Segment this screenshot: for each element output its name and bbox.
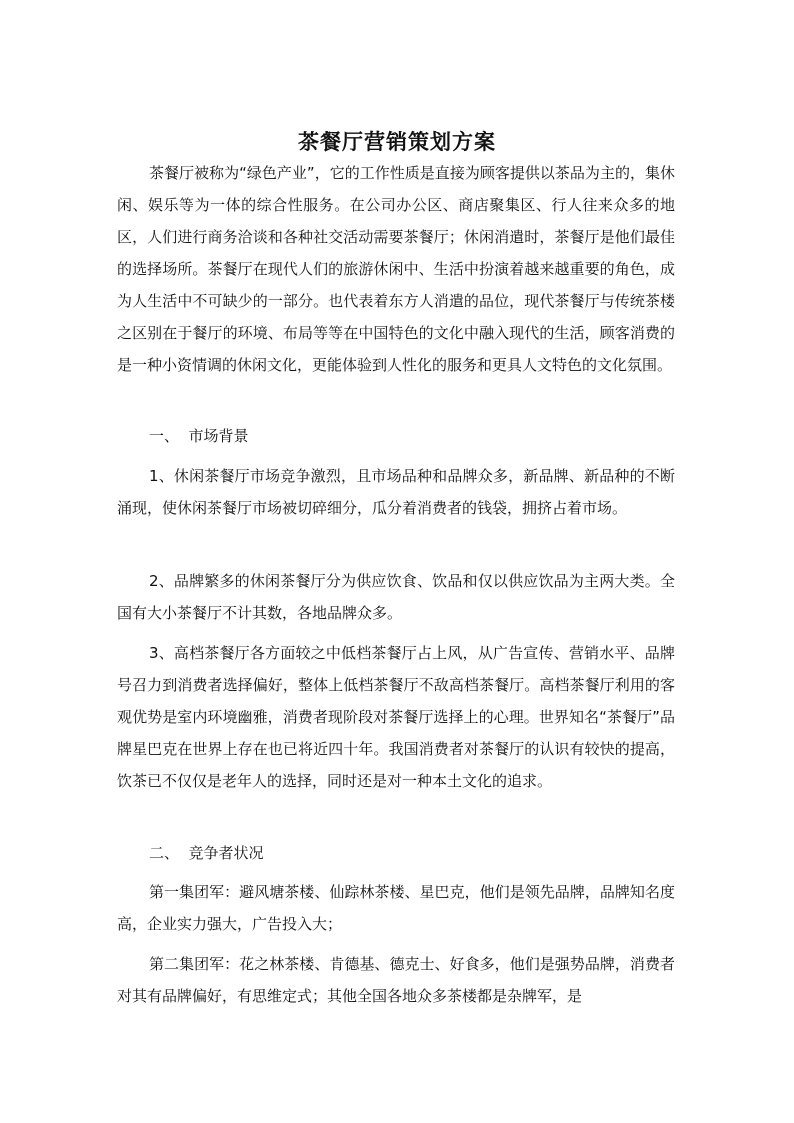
section-heading-market-background: 一、 市场背景 <box>149 427 249 445</box>
market-paragraph-1: 1、休闲茶餐厅市场竞争激烈，且市场品种和品牌众多，新品牌、新品种的不断涌现，使休闲茶餐厅市场被切碎细分，瓜分着消费者的钱袋，拥挤占着市场。 <box>117 467 675 517</box>
document-title: 茶餐厅营销策划方案 <box>298 130 496 155</box>
section-heading-competitors: 二、 竞争者状况 <box>149 844 264 862</box>
intro-paragraph: 茶餐厅被称为“绿色产业”，它的工作性质是直接为顾客提供以茶品为主的，集休闲、娱乐等为一体的综合性服务。在公司办公区、商店聚集区、行人往来众多的地区，人们进行商务洽谈和各种社交活动需要茶餐厅；休闲消遣时，茶餐厅是他们最佳的选择场所。茶餐厅在现代人们的旅游休闲中、生活中扮演着越来越重要的角色，成为人生活中不可缺少的一部分。也代表着东方人消遣的品位，现代茶餐厅与传统茶楼之区别在于餐厅的环境、布局等等在中国特色的文化中融入现代的生活，顾客消费的是一种小资情调的休闲文化，更能体验到人性化的服务和更具人文特色的文化氛围。 <box>117 164 675 374</box>
market-paragraph-3: 3、高档茶餐厅各方面较之中低档茶餐厅占上风，从广告宣传、营销水平、品牌号召力到消费者选择偏好，整体上低档茶餐厅不敌高档茶餐厅。高档茶餐厅利用的客观优势是室内环境幽雅，消费者现阶段对茶餐厅选择上的心理。世界知名“茶餐厅”品牌星巴克在世界上存在也已将近四十年。我国消费者对茶餐厅的认识有较快的提高，饮茶已不仅仅是老年人的选择，同时还是对一种本土文化的追求。 <box>117 644 675 790</box>
competitor-paragraph-1: 第一集团军：避风塘茶楼、仙踪林茶楼、星巴克，他们是领先品牌，品牌知名度高，企业实力强大，广告投入大； <box>117 883 675 933</box>
competitor-paragraph-2: 第二集团军：花之林茶楼、肯德基、德克士、好食多，他们是强势品牌，消费者对其有品牌偏好，有思维定式；其他全国各地众多茶楼都是杂牌军，是 <box>117 955 675 1005</box>
market-paragraph-2: 2、品牌繁多的休闲茶餐厅分为供应饮食、饮品和仅以供应饮品为主两大类。全国有大小茶餐厅不计其数，各地品牌众多。 <box>117 572 675 622</box>
